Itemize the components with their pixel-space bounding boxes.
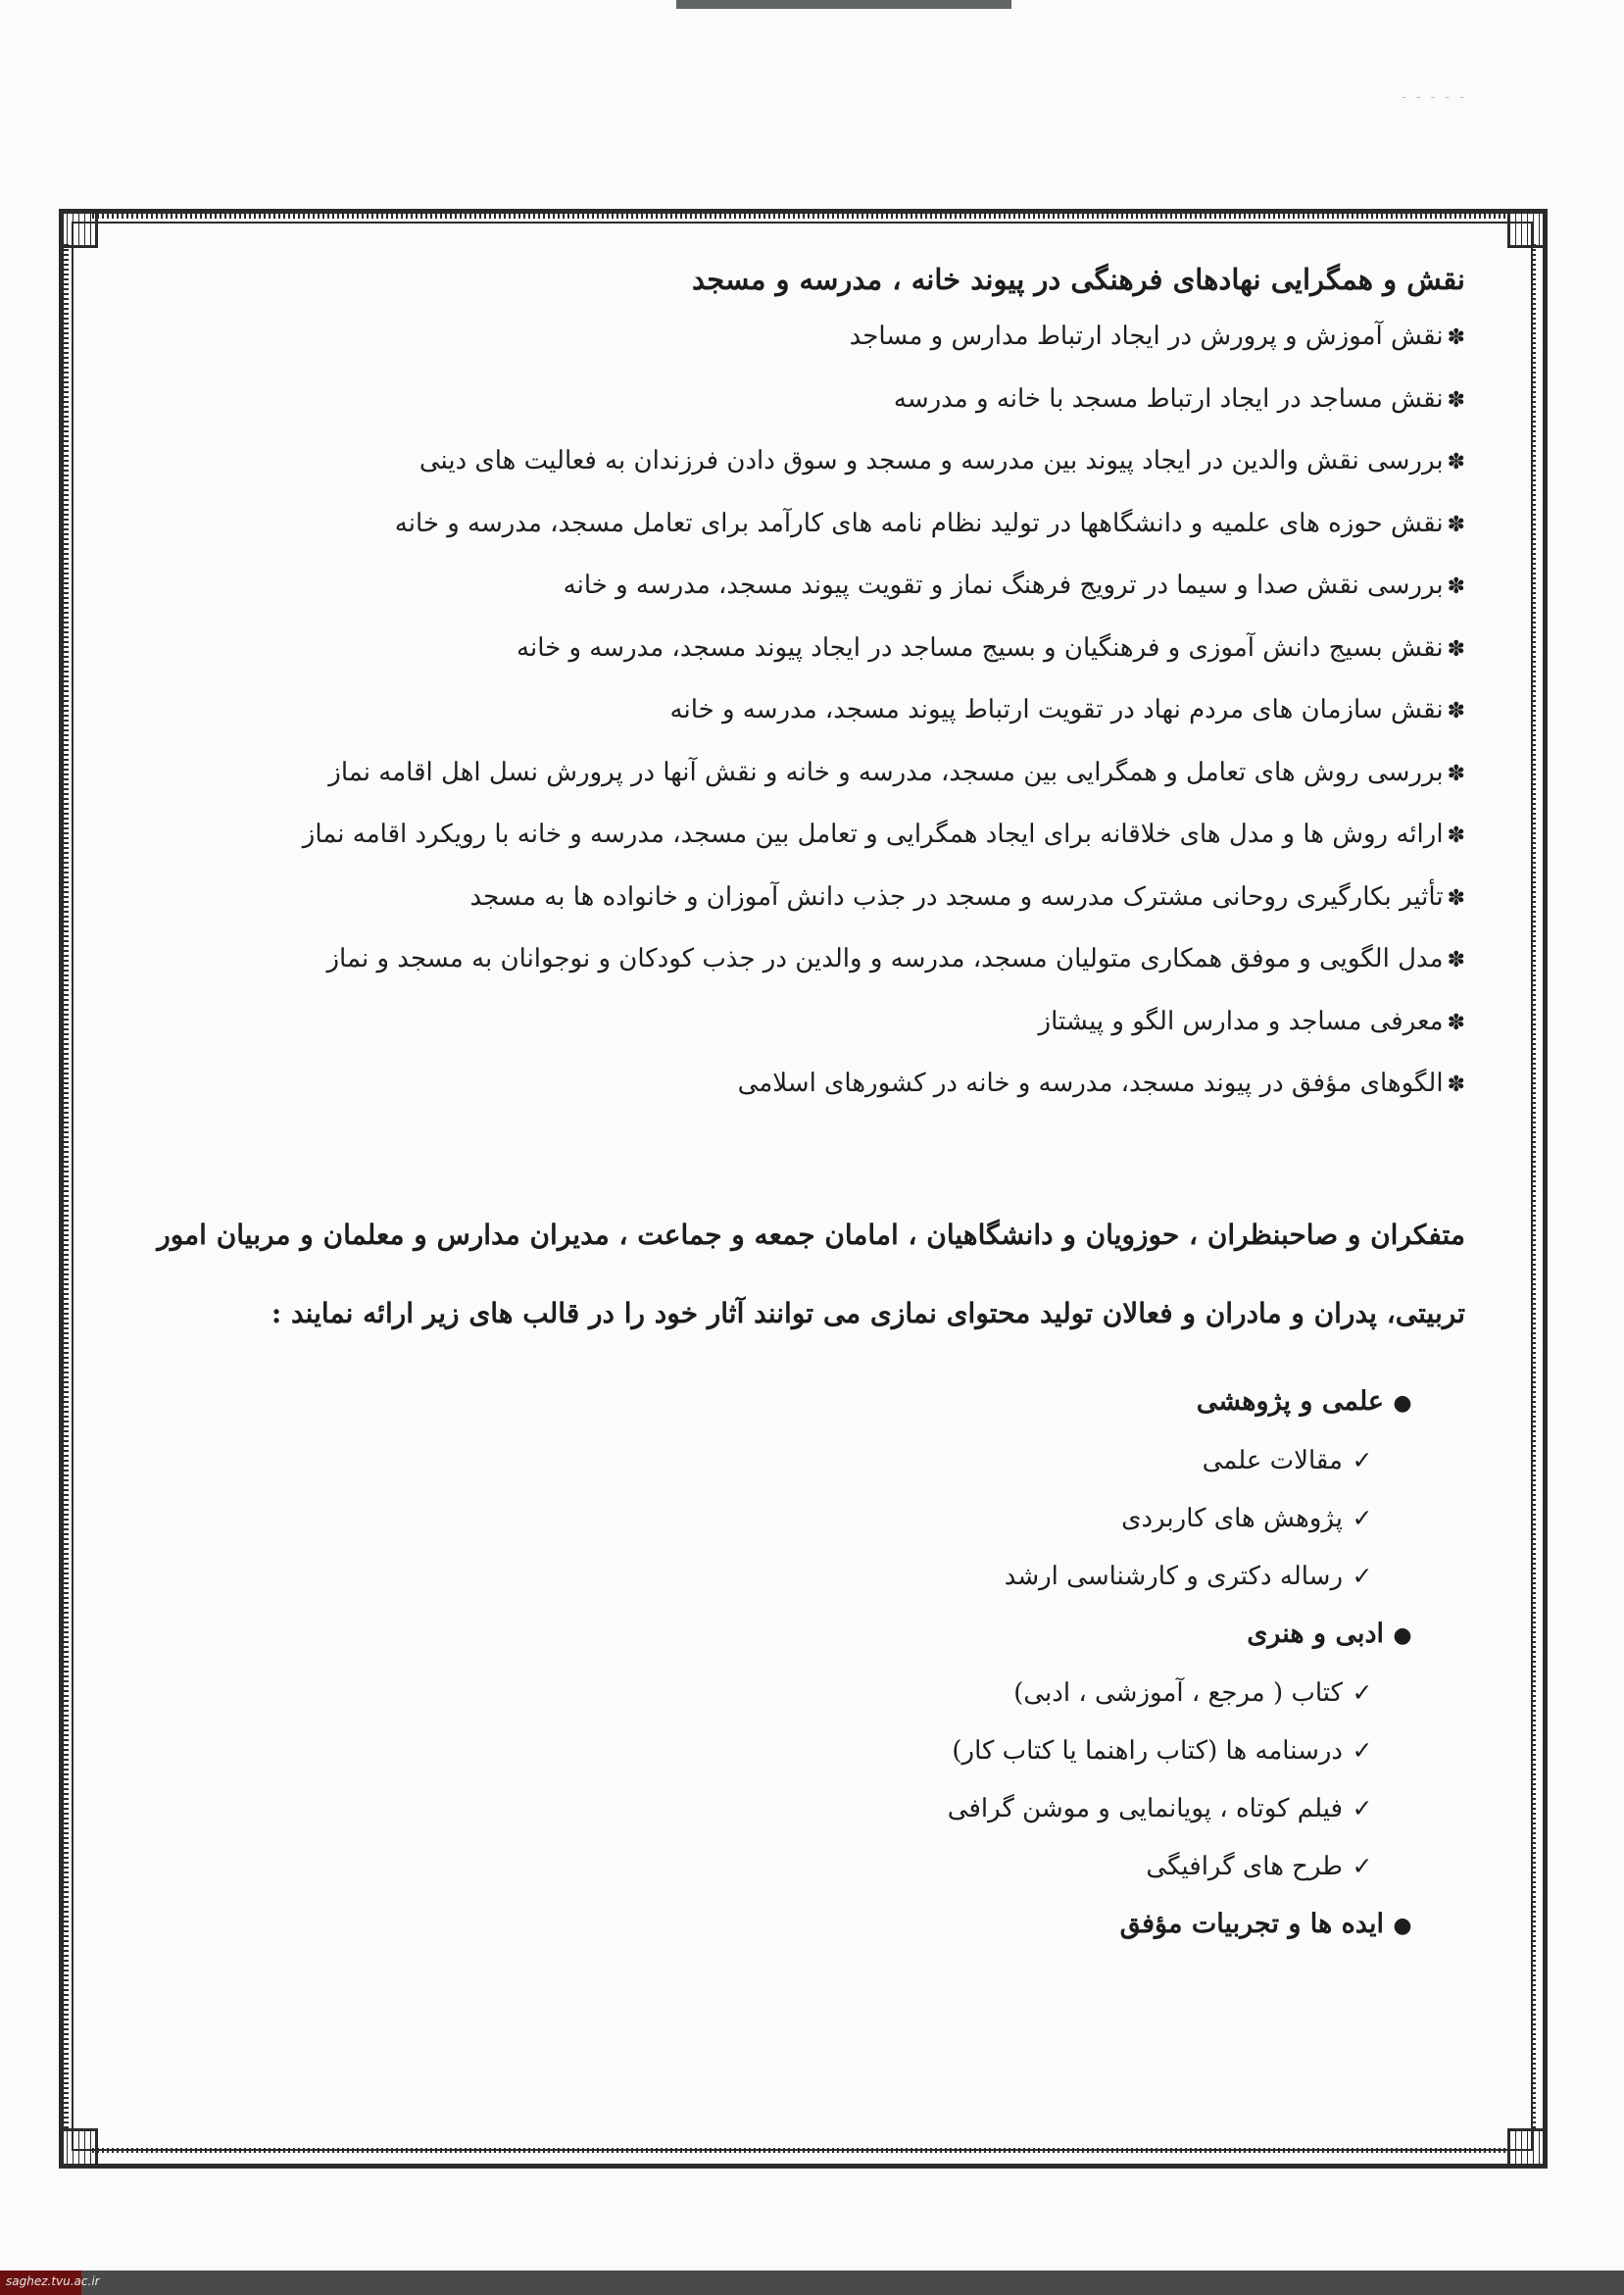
format-item: ✓فیلم کوتاه ، پویانمایی و موشن گرافی: [588, 1779, 1421, 1837]
asterisk-icon: ✽: [1447, 699, 1465, 723]
format-item: ✓درسنامه ها (کتاب راهنما یا کتاب کار): [588, 1721, 1421, 1779]
bullet-icon: ●: [1393, 1914, 1412, 1938]
asterisk-icon: ✽: [1447, 450, 1465, 474]
frame-left-strip: [64, 242, 69, 2128]
document-title: نقش و همگرایی نهادهای فرهنگی در پیوند خانه ، مدرسه و مسجد: [692, 263, 1465, 296]
asterisk-icon: ✽: [1447, 823, 1465, 848]
frame-corner-ornament: [59, 209, 98, 248]
topic-item: ✽نقش حوزه های علمیه و دانشگاهها در تولید نظام نامه های کارآمد برای تعامل مسجد، مدرسه و خانه: [394, 508, 1465, 538]
topic-item: ✽بررسی روش های تعامل و همگرایی بین مسجد، مدرسه و خانه و نقش آنها در پرورش نسل اهل اقامه نماز: [328, 757, 1465, 787]
scan-marks: - - - - -: [1402, 90, 1467, 105]
topic-item: ✽مدل الگویی و موفق همکاری متولیان مسجد، مدرسه و والدین در جذب کودکان و نوجوانان به مسجد و نماز: [326, 944, 1465, 973]
format-item: ✓مقالات علمی: [588, 1431, 1421, 1489]
asterisk-icon: ✽: [1447, 387, 1465, 413]
format-item: ✓پژوهش های کاربردی: [588, 1489, 1421, 1547]
format-category: ●علمی و پژوهشی: [588, 1372, 1421, 1431]
site-url: saghez.tvu.ac.ir: [6, 2274, 100, 2288]
frame-corner-ornament: [1507, 209, 1547, 248]
format-item: ✓رساله دکتری و کارشناسی ارشد: [588, 1547, 1421, 1605]
asterisk-icon: ✽: [1447, 512, 1465, 537]
topic-item: ✽ارائه روش ها و مدل های خلاقانه برای ایجاد همگرایی و تعامل بین مسجد، مدرسه و خانه با رویکرد اقامه نماز: [302, 820, 1465, 849]
asterisk-icon: ✽: [1447, 1010, 1465, 1035]
frame-right-strip: [1531, 242, 1536, 2128]
topic-item: ✽نقش سازمان های مردم نهاد در تقویت ارتباط پیوند مسجد، مدرسه و خانه: [669, 695, 1465, 724]
format-category: ●ادبی و هنری: [588, 1605, 1421, 1664]
format-item: ✓کتاب ( مرجع ، آموزشی ، ادبی): [588, 1664, 1421, 1721]
frame-top-strip: [92, 214, 1507, 219]
topic-item: ✽نقش مساجد در ایجاد ارتباط مسجد با خانه و مدرسه: [893, 383, 1465, 414]
topic-item: ✽الگوهای مؤفق در پیوند مسجد، مدرسه و خانه در کشورهای اسلامی: [737, 1069, 1465, 1098]
topics-section: [225, 245, 1465, 1116]
topic-item: ✽نقش آموزش و پرورش در ایجاد ارتباط مدارس و مساجد: [849, 322, 1465, 351]
asterisk-icon: ✽: [1447, 1073, 1465, 1097]
topic-item: ✽نقش بسیج دانش آموزی و فرهنگیان و بسیج مساجد در ایجاد پیوند مسجد، مدرسه و خانه: [517, 632, 1465, 663]
bullet-icon: ●: [1393, 1623, 1412, 1648]
checkmark-icon: ✓: [1352, 1446, 1373, 1474]
topic-item: ✽تأثیر بکارگیری روحانی مشترک مدرسه و مسجد در جذب دانش آموزان و خانواده ها به مسجد: [469, 881, 1465, 912]
topic-item: ✽معرفی مساجد و مدارس الگو و پیشتاز: [1038, 1006, 1465, 1036]
checkmark-icon: ✓: [1352, 1678, 1373, 1707]
topic-item: ✽بررسی نقش صدا و سیما در ترویج فرهنگ نماز و تقویت پیوند مسجد، مدرسه و خانه: [563, 571, 1465, 600]
checkmark-icon: ✓: [1352, 1504, 1373, 1532]
asterisk-icon: ✽: [1447, 885, 1465, 911]
asterisk-icon: ✽: [1447, 636, 1465, 662]
frame-corner-ornament: [1507, 2128, 1547, 2168]
format-category: ●ایده ها و تجربیات مؤفق: [588, 1895, 1421, 1954]
footer-bar: [0, 2270, 1624, 2295]
bullet-icon: ●: [1393, 1391, 1412, 1416]
submission-formats: [588, 1372, 1421, 1954]
checkmark-icon: ✓: [1352, 1562, 1373, 1590]
checkmark-icon: ✓: [1352, 1794, 1373, 1822]
asterisk-icon: ✽: [1447, 948, 1465, 973]
topic-item: ✽بررسی نقش والدین در ایجاد پیوند بین مدرسه و مسجد و سوق دادن فرزندان به فعالیت های دینی: [418, 446, 1465, 475]
asterisk-icon: ✽: [1447, 761, 1465, 786]
asterisk-icon: ✽: [1447, 325, 1465, 350]
frame-corner-ornament: [59, 2128, 98, 2168]
format-item: ✓طرح های گرافیگی: [588, 1837, 1421, 1895]
checkmark-icon: ✓: [1352, 1736, 1373, 1765]
audience-paragraph: متفکران و صاحبنظران ، حوزویان و دانشگاهیان ، امامان جمعه و جماعت ، مدیران مدارس و معلمان و مربیان امور تربیتی، پدران و مادران و فعالان تولید محتوای نمازی می توانند آثار خود را در قالب های زیر ارائه نمایند :: [157, 1219, 1465, 1329]
asterisk-icon: ✽: [1447, 574, 1465, 599]
checkmark-icon: ✓: [1352, 1852, 1373, 1880]
frame-bottom-strip: [92, 2148, 1507, 2153]
scanner-top-tab: [676, 0, 1011, 9]
